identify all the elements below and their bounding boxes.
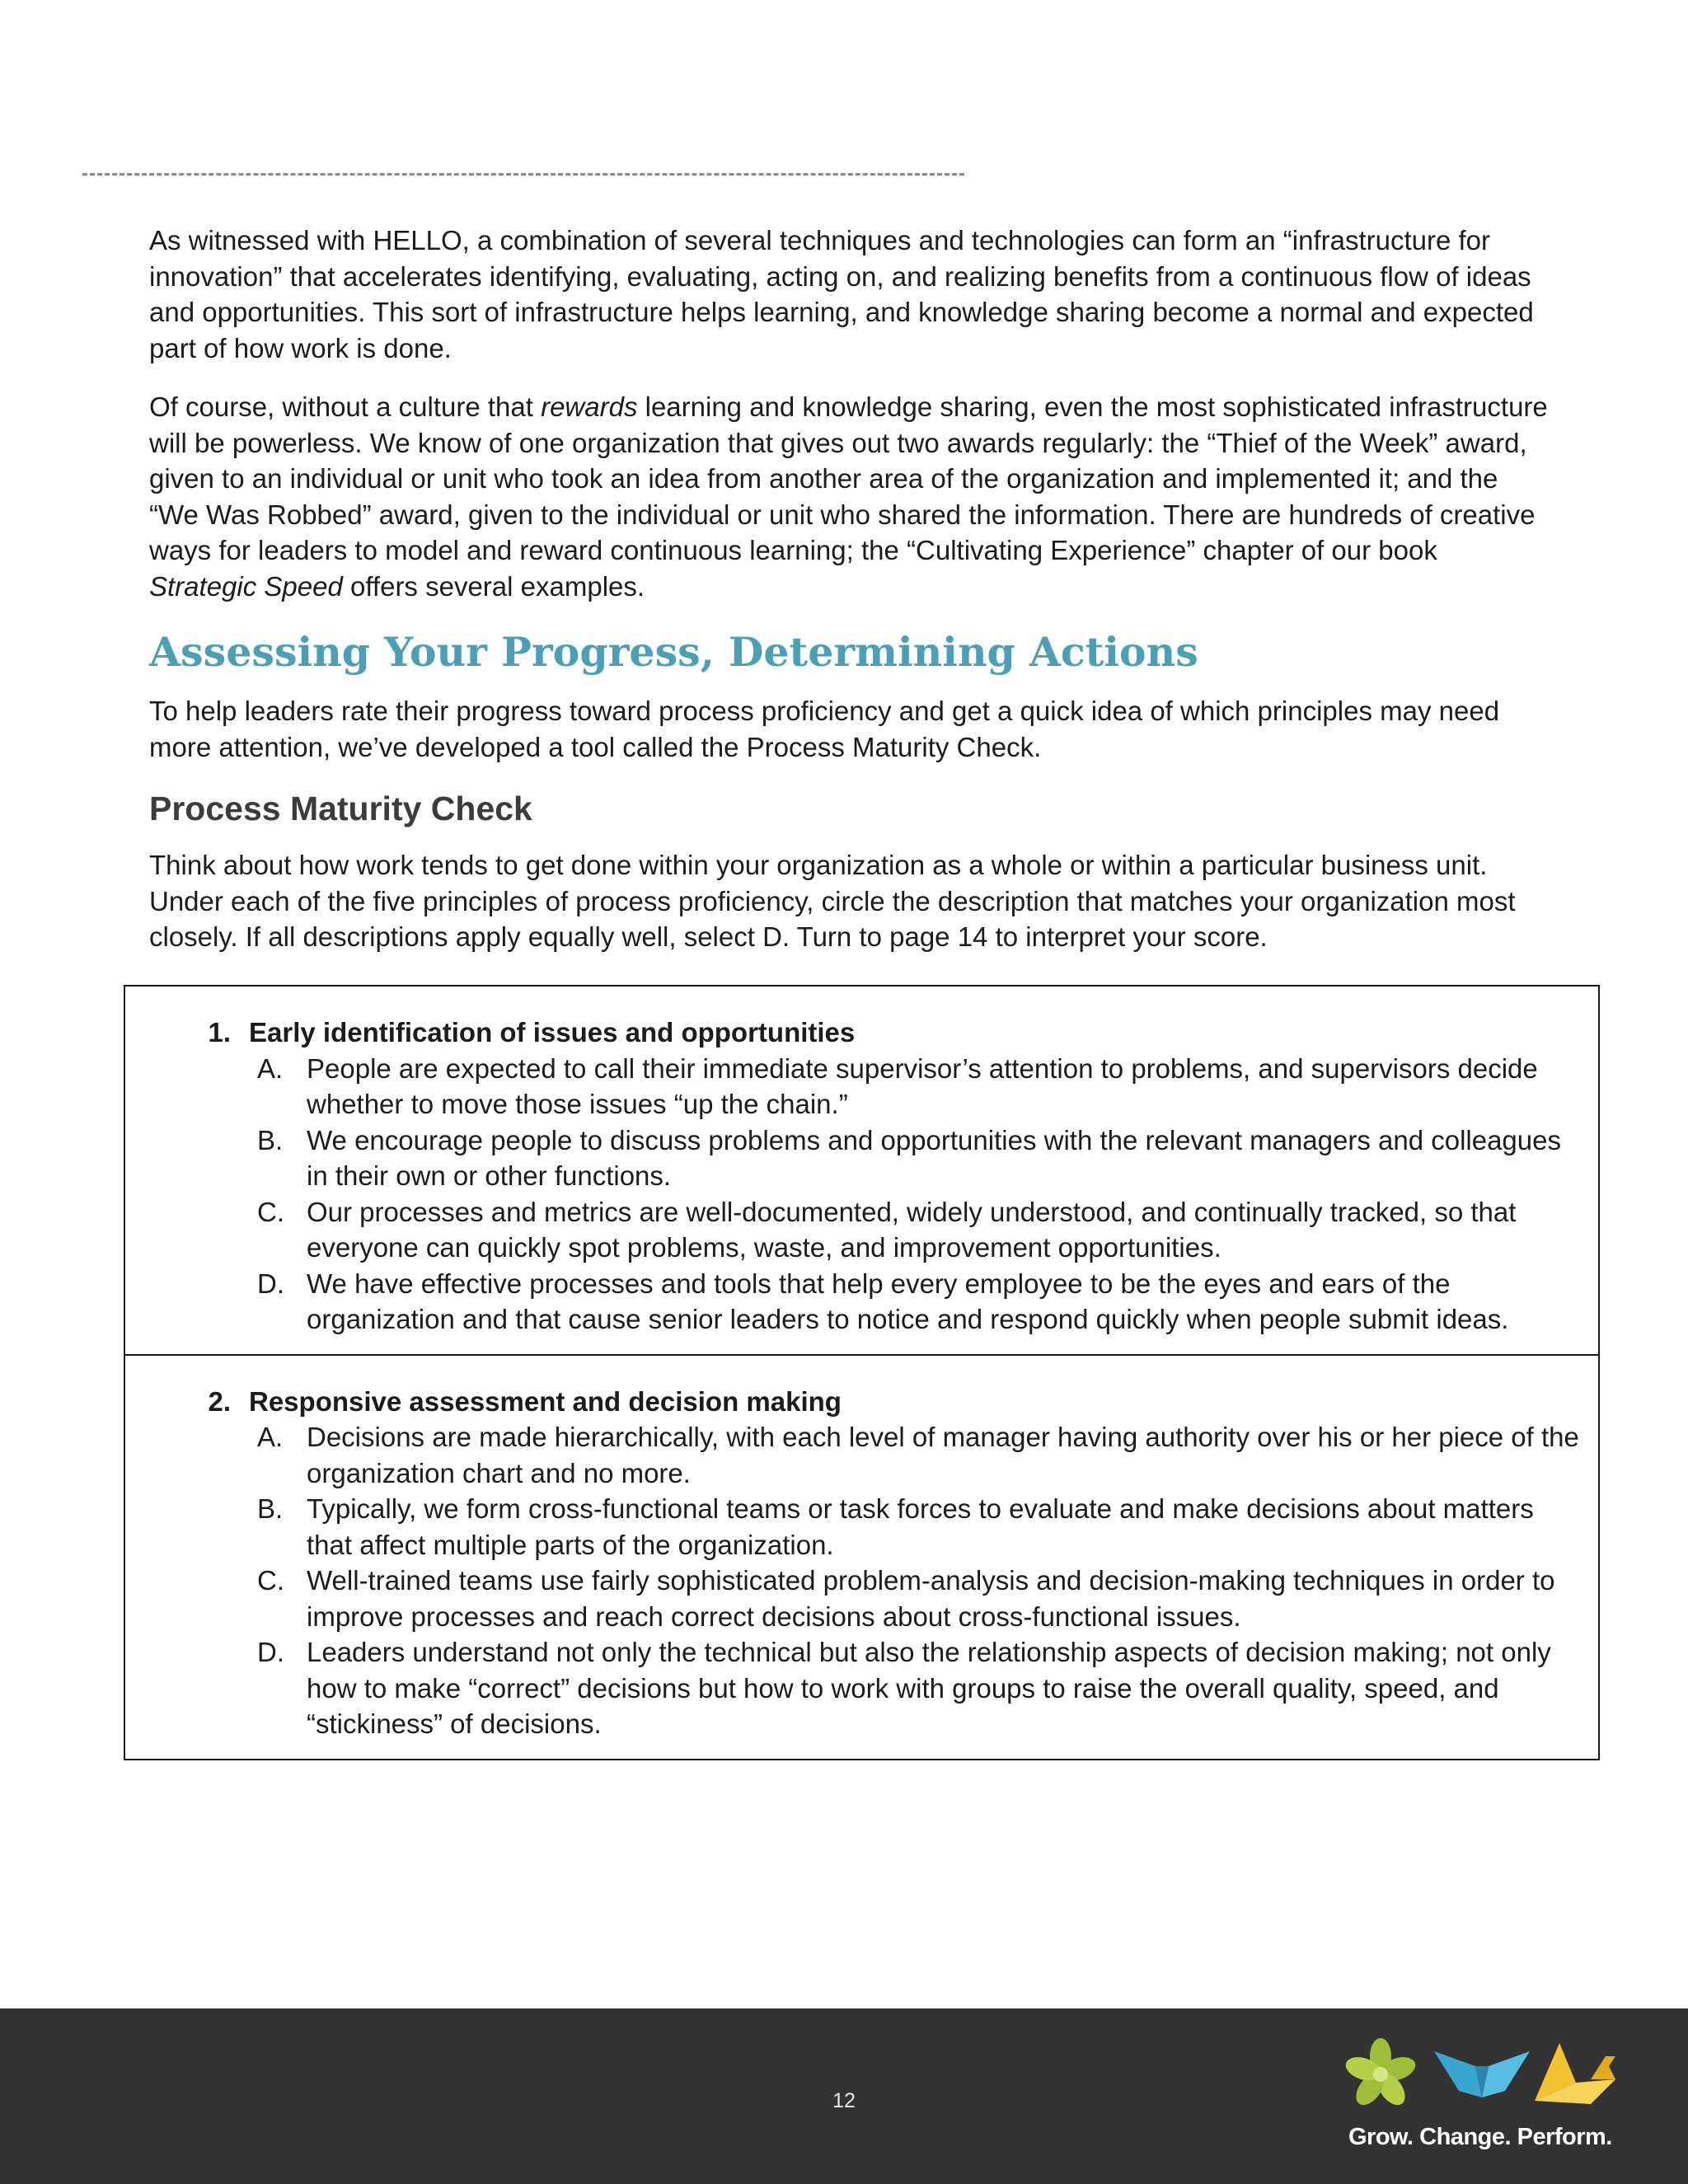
intro-paragraph-2 bbox=[149, 389, 1550, 604]
butterfly-icon bbox=[1434, 2051, 1530, 2097]
option-letter: C. bbox=[257, 1196, 284, 1227]
principle-heading bbox=[125, 1384, 1582, 1420]
option-letter: A. bbox=[257, 1422, 284, 1452]
dashed-divider bbox=[82, 173, 964, 176]
option-b[interactable] bbox=[125, 1122, 1582, 1194]
option-c[interactable] bbox=[125, 1194, 1582, 1266]
principle-title: Early identification of issues and opportunities bbox=[249, 1017, 856, 1047]
pmc-instructions: Think about how work tends to get done within your organization as a whole or within a particular business unit. Under each of the five principles of process proficiency, circle the description that matches your organization most closely. If all descriptions apply equally well, select D. Turn to page 14 to interpret your score. bbox=[149, 850, 1516, 952]
flower-icon bbox=[1343, 2038, 1418, 2110]
section-heading: Assessing Your Progress, Determining Actions bbox=[149, 628, 1198, 676]
option-text: Typically, we form cross-functional teams or task forces to evaluate and make decisions about matters that affect multiple parts of the organization. bbox=[307, 1493, 1534, 1560]
page-number: 12 bbox=[832, 2089, 856, 2112]
option-d[interactable] bbox=[125, 1634, 1582, 1742]
option-text: Leaders understand not only the technical but also the relationship aspects of decision making; not only how to make “correct” decisions but how to work with groups to raise the overall quality, speed, and “stickiness” of decisions. bbox=[307, 1637, 1551, 1739]
subsection-heading: Process Maturity Check bbox=[149, 790, 532, 827]
option-text: People are expected to call their immediate supervisor’s attention to problems, and supervisors decide whether to move those issues “up the chain.” bbox=[307, 1052, 1538, 1119]
principle-number: 2. bbox=[208, 1385, 231, 1417]
principle-title: Responsive assessment and decision making bbox=[249, 1385, 842, 1417]
option-d[interactable] bbox=[125, 1266, 1582, 1338]
option-a[interactable] bbox=[125, 1419, 1582, 1491]
maturity-check-table bbox=[124, 985, 1600, 1760]
principle-heading bbox=[125, 1015, 1582, 1051]
book-title: Strategic Speed bbox=[149, 570, 343, 602]
option-text: We have effective processes and tools that help every employee to be the eyes and ears of the organization and that cause senior leaders to notice and respond quickly when people submit ideas. bbox=[307, 1268, 1509, 1334]
emphasis-rewards: rewards bbox=[541, 391, 638, 422]
principle-number: 1. bbox=[208, 1017, 231, 1047]
assessing-paragraph: To help leaders rate their progress toward process proficiency and get a quick idea of which principles may need more attention, we’ve developed a tool called the Process Maturity Check. bbox=[149, 696, 1500, 762]
option-letter: C. bbox=[257, 1565, 284, 1596]
option-text: Decisions are made hierarchically, with each level of manager having authority over his or her piece of the organization chart and no more. bbox=[307, 1422, 1579, 1488]
text-run: offers several examples. bbox=[342, 570, 645, 602]
text-run: Of course, without a culture that bbox=[149, 391, 542, 422]
brand-tagline: Grow. Change. Perform. bbox=[1348, 2124, 1612, 2150]
option-text: Our processes and metrics are well-documented, widely understood, and continually tracked, so that everyone can quickly spot problems, waste, and improvement opportunities. bbox=[307, 1196, 1517, 1263]
option-c[interactable] bbox=[125, 1563, 1582, 1634]
option-letter: D. bbox=[257, 1637, 284, 1667]
option-letter: B. bbox=[257, 1124, 284, 1155]
paper-bird-icon bbox=[1535, 2043, 1615, 2104]
intro-paragraph-1: As witnessed with HELLO, a combination of several techniques and technologies can form an “infrastructure for innovation” that accelerates identifying, evaluating, acting on, and realizing benefits from a continuous flow of ideas and opportunities. This sort of infrastructure helps learning, and knowledge sharing become a normal and expected part of how work is done. bbox=[149, 225, 1534, 363]
option-b[interactable] bbox=[125, 1491, 1582, 1563]
page-footer bbox=[0, 2008, 1688, 2184]
principle-section-2 bbox=[125, 1354, 1598, 1759]
option-letter: D. bbox=[257, 1268, 284, 1299]
option-letter: A. bbox=[257, 1052, 284, 1084]
option-text: We encourage people to discuss problems and opportunities with the relevant managers and colleagues in their own or other functions. bbox=[307, 1124, 1561, 1191]
principle-section-1 bbox=[125, 987, 1598, 1354]
option-letter: B. bbox=[257, 1493, 284, 1524]
text-run: learning and knowledge sharing, even the most sophisticated infrastructure will be powerless. We know of one organization that gives out two awards regularly: the “Thief of the Week” award, given to an individual or unit who took an idea from another area of the organization and implemented it; and the “We Was Robbed” award, given to the individual or unit who shared the information. There are hundreds of creative ways for leaders to model and reward continuous learning; the “Cultivating Experience” chapter of our book bbox=[149, 391, 1548, 565]
option-a[interactable] bbox=[125, 1051, 1582, 1122]
page-body bbox=[149, 223, 1550, 978]
brand-logo bbox=[1343, 2033, 1624, 2116]
option-text: Well-trained teams use fairly sophisticated problem-analysis and decision-making techniques in order to improve processes and reach correct decisions about cross-functional issues. bbox=[307, 1565, 1555, 1632]
